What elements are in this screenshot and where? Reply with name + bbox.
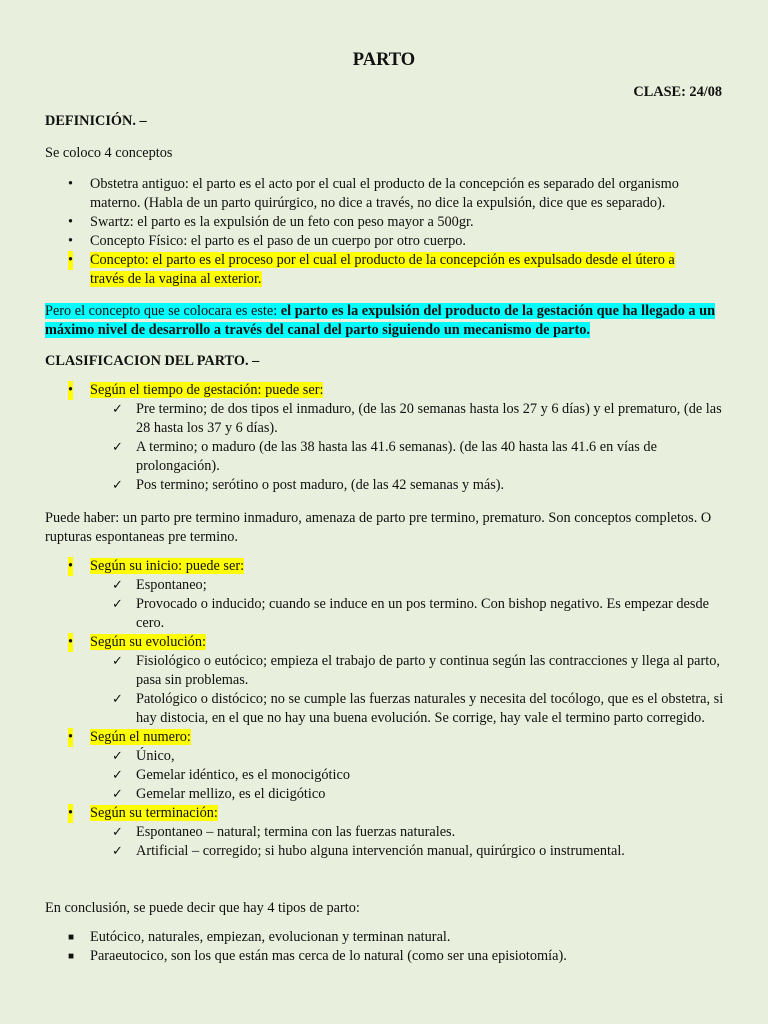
- checkmark-icon: ✓: [112, 402, 123, 417]
- sub-item: ✓ A termino; o maduro (de las 38 hasta las 41.6 semanas). (de las 40 hasta las 41.6 en vías de prolongación).: [112, 439, 657, 474]
- list-item: • Obstetra antiguo: el parto es el acto por el cual el producto de la concepción es separado del organismo materno. (Habla de un parto quirúrgico, no dice a través, no dice la expulsión, dice que es separado).: [68, 176, 679, 211]
- sub-list: [90, 747, 710, 804]
- group-item: [0, 557, 710, 633]
- sub-item: ✓ Patológico o distócico; no se cumple las fuerzas naturales y necesita del tocólogo, que es el obstetra, si hay distocia, en el que no hay una buena evolución. Se corrige, hay vale el termino parto corregido.: [112, 691, 724, 726]
- bullet-icon: •: [68, 214, 74, 230]
- checkmark-icon: ✓: [112, 768, 123, 783]
- sub-list: [90, 652, 724, 728]
- sub-item: ✓ Espontaneo;: [112, 577, 207, 593]
- concept-intro: Pero el concepto que se colocara es este:: [45, 303, 281, 319]
- bullet-icon: •: [68, 382, 74, 398]
- list-item: [0, 381, 722, 495]
- list-item: • Swartz: el parto es la expulsión de un feto con peso mayor a 500gr.: [68, 214, 474, 230]
- sub-item: ✓ Pre termino; de dos tipos el inmaduro, (de las 20 semanas hasta los 27 y 6 días) y el prematuro, (de las 28 hasta los 37 y 6 días).: [112, 401, 722, 436]
- sub-item: ✓ Gemelar mellizo, es el dicigótico: [112, 786, 326, 802]
- sub-item: ✓ Pos termino; serótino o post maduro, (de las 42 semanas y más).: [112, 477, 505, 493]
- concept-paragraph: [45, 302, 730, 340]
- checkmark-icon: ✓: [112, 440, 123, 455]
- checkmark-icon: ✓: [112, 825, 123, 840]
- sub-list: [90, 576, 710, 633]
- bullet-icon: •: [68, 729, 74, 745]
- list-item: ■ Eutócico, naturales, empiezan, evolucionan y terminan natural.: [68, 929, 451, 945]
- bullet-icon: •: [68, 233, 74, 249]
- bullet-icon: •: [68, 558, 74, 574]
- checkmark-icon: ✓: [112, 692, 123, 707]
- sub-item: ✓ Gemelar idéntico, es el monocigótico: [112, 767, 350, 783]
- checkmark-icon: ✓: [112, 578, 123, 593]
- checkmark-icon: ✓: [112, 787, 123, 802]
- list-item: [0, 251, 710, 289]
- group-label: Según su inicio: puede ser:: [90, 558, 245, 574]
- bullet-icon: •: [68, 176, 74, 192]
- classification-groups: [0, 557, 724, 861]
- classification-heading: CLASIFICACION DEL PARTO. –: [45, 353, 260, 369]
- group-item: [0, 633, 724, 728]
- checkmark-icon: ✓: [112, 654, 123, 669]
- highlighted-definition: Concepto: el parto es el proceso por el cual el producto de la concepción es expulsado desde el útero a través de la vagina al exterior.: [90, 252, 675, 287]
- bullet-icon: •: [68, 634, 74, 650]
- class-date: CLASE: 24/08: [633, 84, 722, 100]
- sub-item: ✓ Provocado o inducido; cuando se induce en un pos termino. Con bishop negativo. Es empezar desde cero.: [112, 596, 709, 631]
- concept-bold: el parto es la expulsión del producto de la gestación que ha llegado a un máximo nivel de desarrollo a través del canal del parto siguiendo un mecanismo de parto.: [45, 303, 716, 338]
- group-item: [0, 728, 710, 804]
- sub-item: ✓ Único,: [112, 748, 175, 764]
- checkmark-icon: ✓: [112, 478, 123, 493]
- sub-list: [90, 400, 722, 495]
- square-bullet-icon: ■: [68, 932, 75, 943]
- list-item: ■ Paraeutocico, son los que están mas cerca de lo natural (como ser una episiotomía).: [68, 948, 567, 964]
- puede-haber-paragraph: Puede haber: un parto pre termino inmaduro, amenaza de parto pre termino, prematuro. Son conceptos completos. O rupturas espontaneas pre termino.: [45, 510, 712, 545]
- group-label: Según el numero:: [90, 729, 191, 745]
- sub-item: ✓ Fisiológico o eutócico; empieza el trabajo de parto y continua según las contracciones y llega al parto, pasa sin problemas.: [112, 653, 720, 688]
- group-label: Según el tiempo de gestación: puede ser:: [90, 382, 324, 398]
- group-label: Según su terminación:: [90, 805, 218, 821]
- checkmark-icon: ✓: [112, 749, 123, 764]
- bullet-icon: •: [68, 805, 74, 821]
- tipos-list: [0, 928, 730, 966]
- bullet-icon: •: [68, 252, 74, 268]
- definition-heading: DEFINICIÓN. –: [45, 113, 147, 129]
- page-title: PARTO: [352, 50, 416, 70]
- group-label: Según su evolución:: [90, 634, 206, 650]
- checkmark-icon: ✓: [112, 597, 123, 612]
- conclusion-text: En conclusión, se puede decir que hay 4 tipos de parto:: [45, 900, 360, 916]
- sub-item: ✓ Artificial – corregido; si hubo alguna intervención manual, quirúrgico o instrumental.: [112, 843, 625, 859]
- list-item: • Concepto Físico: el parto es el paso de un cuerpo por otro cuerpo.: [68, 233, 466, 249]
- sub-item: ✓ Espontaneo – natural; termina con las fuerzas naturales.: [112, 824, 456, 840]
- square-bullet-icon: ■: [68, 951, 75, 962]
- sub-list: [90, 823, 710, 861]
- group-item: [0, 804, 710, 861]
- definitions-list: [0, 175, 710, 289]
- gestation-list: [0, 381, 722, 495]
- checkmark-icon: ✓: [112, 844, 123, 859]
- intro-text: Se coloco 4 conceptos: [45, 145, 173, 161]
